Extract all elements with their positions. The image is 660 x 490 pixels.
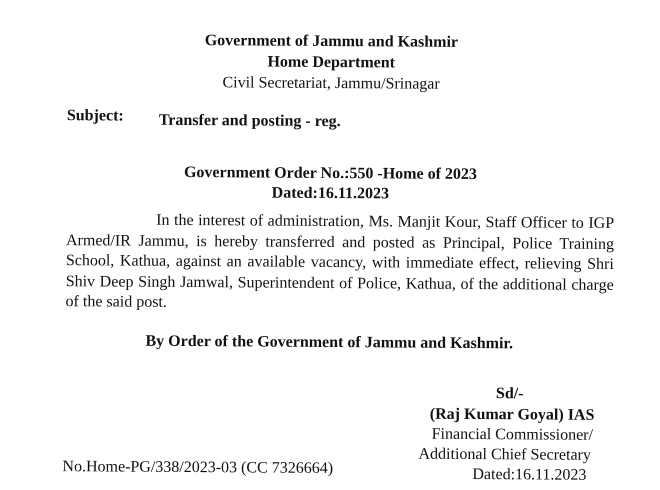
reference-number: No.Home-PG/338/2023-03 (CC 7326664) [62, 458, 334, 478]
order-date: Dated:16.11.2023 [271, 184, 390, 203]
subject-label: Subject: [66, 107, 124, 125]
by-order-line: By Order of the Government of Jammu and Kashmir. [145, 332, 514, 353]
signature-sd: Sd/- [495, 385, 524, 403]
signatory-designation-1: Financial Commissioner/ [431, 425, 594, 444]
header-secretariat: Civil Secretariat, Jammu/Srinagar [222, 74, 440, 93]
signatory-name: (Raj Kumar Goyal) IAS [429, 405, 595, 424]
order-body-paragraph: In the interest of administration, Ms. Manjit Kour, Staff Officer to IGP Armed/IR Jammu, is hereby transferred and posted as Principal, Police Training School, Kathua, against an available vacancy, with immediate effect, relieving Shri Shiv Deep Singh Jamwal, Superintendent of Police, Kathua, of the additional charge of the said post. [65, 211, 615, 311]
signatory-designation-2: Additional Chief Secretary [418, 445, 591, 464]
header-department: Home Department [267, 53, 396, 72]
order-number: Government Order No.:550 -Home of 2023 [183, 163, 478, 184]
subject-text: Transfer and posting - reg. [158, 111, 341, 131]
signature-date: Dated:16.11.2023 [472, 465, 587, 484]
header-government: Government of Jammu and Kashmir [204, 32, 459, 51]
